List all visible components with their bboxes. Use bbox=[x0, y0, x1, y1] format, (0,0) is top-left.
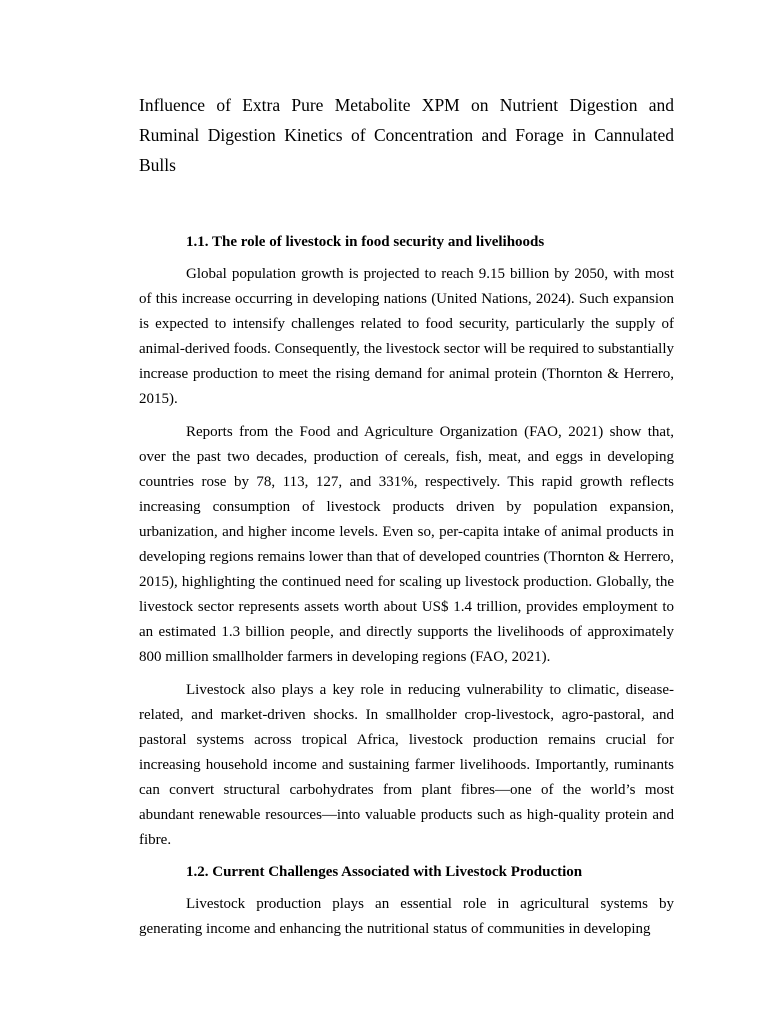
document-page bbox=[139, 90, 674, 942]
paragraph-fao-reports: Reports from the Food and Agriculture Organization (FAO, 2021) show that, over the past two decades, production of cereals, fish, meat, and eggs in developing countries rose by 78, 113, 127, and 331%, respectively. This rapid growth reflects increasing consumption of livestock products driven by population expansion, urbanization, and higher income levels. Even so, per-capita intake of animal products in developing regions remains lower than that of developed countries (Thornton & Herrero, 2015), highlighting the continued need for scaling up livestock production. Globally, the livestock sector represents assets worth about US$ 1.4 trillion, provides employment to an estimated 1.3 billion people, and directly supports the livelihoods of approximately 800 million smallholder farmers in developing regions (FAO, 2021). bbox=[139, 423, 674, 666]
section-heading-1-2: 1.2. Current Challenges Associated with Livestock Production bbox=[186, 864, 583, 881]
section-heading-1-1: 1.1. The role of livestock in food security and livelihoods bbox=[186, 234, 545, 250]
paragraph-livestock-production: Livestock production plays an essential role in agricultural systems by generating income and enhancing the nutritional status of communities in developing bbox=[139, 896, 674, 938]
paragraph-vulnerability: Livestock also plays a key role in reducing vulnerability to climatic, disease-related, and market-driven shocks. In smallholder crop-livestock, agro-pastoral, and pastoral systems across tropical Africa, livestock production remains crucial for increasing household income and sustaining farmer livelihoods. Importantly, ruminants can convert structural carbohydrates from plant fibres—one of the world’s most abundant renewable resources—into valuable products such as high-quality protein and fibre. bbox=[139, 681, 674, 849]
paragraph-population-growth: Global population growth is projected to reach 9.15 billion by 2050, with most of this increase occurring in developing nations (United Nations, 2024). Such expansion is expected to intensify challenges related to food security, particularly the supply of animal-derived foods. Consequently, the livestock sector will be required to substantially increase production to meet the rising demand for animal protein (Thornton & Herrero, 2015). bbox=[139, 266, 674, 408]
document-title: Influence of Extra Pure Metabolite XPM on Nutrient Digestion and Ruminal Digestion Kinetics of Concentration and Forage in Cannulated Bulls bbox=[139, 95, 674, 175]
